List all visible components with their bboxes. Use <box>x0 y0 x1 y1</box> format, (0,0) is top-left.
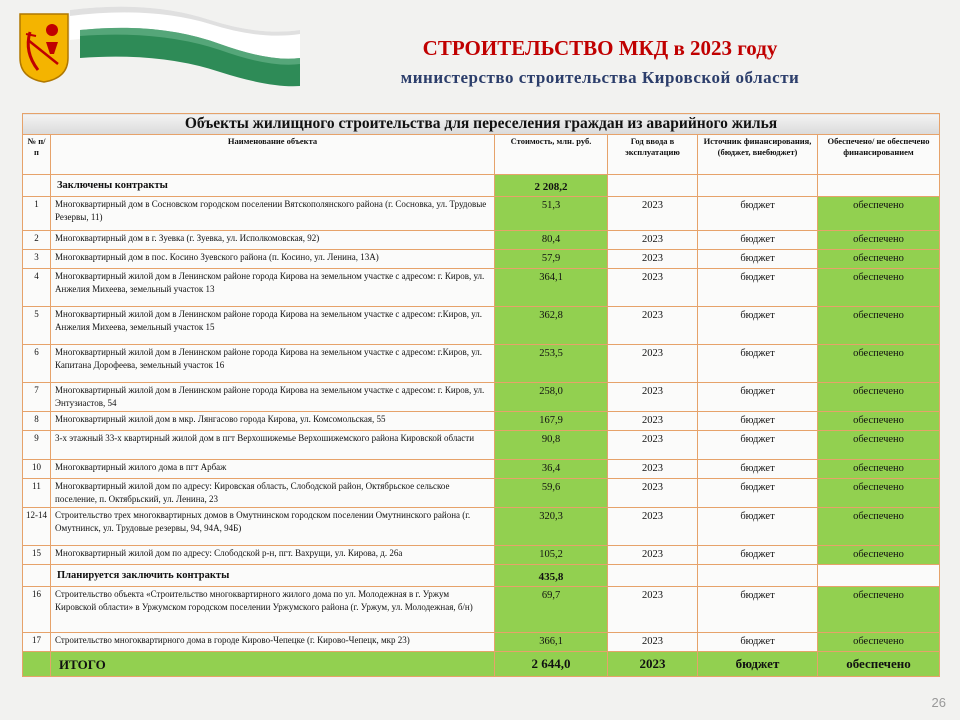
section-label: Заключены контракты <box>51 175 495 197</box>
coat-of-arms-icon <box>18 12 70 84</box>
section-num-cell <box>23 175 51 197</box>
commission-year: 2023 <box>608 431 698 460</box>
total-source: бюджет <box>698 652 818 677</box>
object-name: Многоквартирный жилой дом по адресу: Кировская область, Слободской район, Октябрьское сельское поселение, п. Октябрьский, ул. Ленина, 23 <box>51 479 495 508</box>
table-row <box>23 383 940 412</box>
object-cost: 258,0 <box>495 383 608 412</box>
row-number: 17 <box>23 633 51 652</box>
object-name: Многоквартирный жилой дом в Ленинском районе города Кирова на земельном участке с адресом: г. Киров, ул. Энтузиастов, 54 <box>51 383 495 412</box>
total-status: обеспечено <box>818 652 940 677</box>
table-caption: Объекты жилищного строительства для переселения граждан из аварийного жилья <box>23 114 940 135</box>
row-number: 16 <box>23 587 51 633</box>
row-number: 2 <box>23 231 51 250</box>
table-row <box>23 460 940 479</box>
col-header-name: Наименование объекта <box>51 135 495 175</box>
table-row <box>23 231 940 250</box>
funding-source: бюджет <box>698 587 818 633</box>
object-cost: 69,7 <box>495 587 608 633</box>
table-row <box>23 546 940 565</box>
table-row <box>23 345 940 383</box>
table-row <box>23 633 940 652</box>
funding-source: бюджет <box>698 633 818 652</box>
flag-ribbon-icon <box>70 0 300 90</box>
object-cost: 167,9 <box>495 412 608 431</box>
row-number: 11 <box>23 479 51 508</box>
commission-year: 2023 <box>608 633 698 652</box>
commission-year: 2023 <box>608 412 698 431</box>
object-name: Многоквартирный жилого дома в пгт Арбаж <box>51 460 495 479</box>
funding-status: обеспечено <box>818 231 940 250</box>
funding-source: бюджет <box>698 197 818 231</box>
object-name: Многоквартирный дом в Сосновском городском поселении Вятскополянского района (г. Сосновка, ул. Трудовые Резервы, 11) <box>51 197 495 231</box>
commission-year: 2023 <box>608 587 698 633</box>
col-header-source: Источник финансирования, (бюджет, внебюджет) <box>698 135 818 175</box>
funding-source: бюджет <box>698 269 818 307</box>
col-header-cost: Стоимость, млн. руб. <box>495 135 608 175</box>
row-number: 10 <box>23 460 51 479</box>
object-name: Многоквартирный жилой дом в мкр. Лянгасово города Кирова, ул. Комсомольская, 55 <box>51 412 495 431</box>
row-number: 5 <box>23 307 51 345</box>
commission-year: 2023 <box>608 197 698 231</box>
object-cost: 364,1 <box>495 269 608 307</box>
section-row <box>23 175 940 197</box>
section-source-cell <box>698 175 818 197</box>
row-number: 3 <box>23 250 51 269</box>
funding-source: бюджет <box>698 307 818 345</box>
table-row <box>23 250 940 269</box>
funding-status: обеспечено <box>818 250 940 269</box>
funding-status: обеспечено <box>818 307 940 345</box>
funding-status: обеспечено <box>818 587 940 633</box>
table-row <box>23 479 940 508</box>
funding-status: обеспечено <box>818 345 940 383</box>
col-header-status: Обеспечено/ не обеспечено финансированием <box>818 135 940 175</box>
row-number: 8 <box>23 412 51 431</box>
page-subtitle: министерство строительства Кировской области <box>400 68 800 87</box>
commission-year: 2023 <box>608 460 698 479</box>
table-row <box>23 431 940 460</box>
object-cost: 320,3 <box>495 508 608 546</box>
funding-status: обеспечено <box>818 269 940 307</box>
row-number: 4 <box>23 269 51 307</box>
section-label: Планируется заключить контракты <box>51 565 495 587</box>
commission-year: 2023 <box>608 546 698 565</box>
funding-source: бюджет <box>698 508 818 546</box>
funding-source: бюджет <box>698 383 818 412</box>
section-row <box>23 565 940 587</box>
total-year: 2023 <box>608 652 698 677</box>
total-row <box>23 652 940 677</box>
funding-source: бюджет <box>698 546 818 565</box>
total-cost: 2 644,0 <box>495 652 608 677</box>
funding-source: бюджет <box>698 412 818 431</box>
funding-status: обеспечено <box>818 412 940 431</box>
object-name: Строительство трех многоквартирных домов в Омутнинском городском поселении Омутнинского района (г. Омутнинск, ул. Трудовые резервы, 94, 94А, 94Б) <box>51 508 495 546</box>
row-number: 9 <box>23 431 51 460</box>
row-number: 6 <box>23 345 51 383</box>
object-cost: 90,8 <box>495 431 608 460</box>
funding-status: обеспечено <box>818 508 940 546</box>
object-cost: 80,4 <box>495 231 608 250</box>
objects-table-container <box>22 113 939 677</box>
table-row <box>23 197 940 231</box>
header-banner <box>0 0 960 110</box>
object-name: Строительство многоквартирного дома в городе Кирово-Чепецке (г. Кирово-Чепецк, мкр 23) <box>51 633 495 652</box>
col-header-year: Год ввода в эксплуатацию <box>608 135 698 175</box>
row-number: 15 <box>23 546 51 565</box>
page-number: 26 <box>931 695 946 710</box>
commission-year: 2023 <box>608 250 698 269</box>
object-name: Многоквартирный жилой дом по адресу: Слободской р-н, пгт. Вахрущи, ул. Кирова, д. 26а <box>51 546 495 565</box>
commission-year: 2023 <box>608 479 698 508</box>
object-cost: 57,9 <box>495 250 608 269</box>
funding-source: бюджет <box>698 460 818 479</box>
table-row <box>23 269 940 307</box>
commission-year: 2023 <box>608 508 698 546</box>
funding-source: бюджет <box>698 345 818 383</box>
section-year-cell <box>608 565 698 587</box>
commission-year: 2023 <box>608 269 698 307</box>
row-number: 7 <box>23 383 51 412</box>
funding-source: бюджет <box>698 250 818 269</box>
object-name: Многоквартирный дом в г. Зуевка (г. Зуевка, ул. Исполкомовская, 92) <box>51 231 495 250</box>
object-name: Многоквартирный жилой дом в Ленинском районе города Кирова на земельном участке с адресом: г.Киров, ул. Капитана Дорофеева, земельный участок 16 <box>51 345 495 383</box>
object-name: Многоквартирный жилой дом в Ленинском районе города Кирова на земельном участке с адресом: г. Киров, ул. Анжелия Михеева, земельный участок 13 <box>51 269 495 307</box>
funding-status: обеспечено <box>818 546 940 565</box>
section-year-cell <box>608 175 698 197</box>
commission-year: 2023 <box>608 383 698 412</box>
funding-status: обеспечено <box>818 460 940 479</box>
commission-year: 2023 <box>608 345 698 383</box>
object-cost: 362,8 <box>495 307 608 345</box>
object-cost: 51,3 <box>495 197 608 231</box>
total-label: ИТОГО <box>51 652 495 677</box>
table-caption-row <box>23 114 940 135</box>
object-cost: 36,4 <box>495 460 608 479</box>
section-status-cell <box>818 565 940 587</box>
objects-table <box>22 113 940 677</box>
funding-source: бюджет <box>698 431 818 460</box>
object-cost: 366,1 <box>495 633 608 652</box>
object-cost: 59,6 <box>495 479 608 508</box>
funding-source: бюджет <box>698 479 818 508</box>
section-status-cell <box>818 175 940 197</box>
object-cost: 105,2 <box>495 546 608 565</box>
commission-year: 2023 <box>608 307 698 345</box>
section-num-cell <box>23 565 51 587</box>
funding-status: обеспечено <box>818 479 940 508</box>
row-number: 12-14 <box>23 508 51 546</box>
section-total: 2 208,2 <box>495 175 608 197</box>
object-name: 3-х этажный 33-х квартирный жилой дом в пгт Верхошижемье Верхошижемского района Кировской области <box>51 431 495 460</box>
object-name: Многоквартирный жилой дом в Ленинском районе города Кирова на земельном участке с адресом: г.Киров, ул. Анжелия Михеева, земельный участок 15 <box>51 307 495 345</box>
row-number: 1 <box>23 197 51 231</box>
page-title: СТРОИТЕЛЬСТВО МКД в 2023 году <box>422 36 778 60</box>
funding-status: обеспечено <box>818 431 940 460</box>
object-cost: 253,5 <box>495 345 608 383</box>
funding-status: обеспечено <box>818 633 940 652</box>
funding-status: обеспечено <box>818 197 940 231</box>
table-header-row <box>23 135 940 175</box>
object-name: Многоквартирный дом в пос. Косино Зуевского района (п. Косино, ул. Ленина, 13А) <box>51 250 495 269</box>
table-row <box>23 307 940 345</box>
object-name: Строительство объекта «Строительство многоквартирного жилого дома по ул. Молодежная в г. Уржум Кировской области» в Уржумском городском поселении Уржумского района (г. Уржум, ул. Молодежная, б/н) <box>51 587 495 633</box>
total-num-cell <box>23 652 51 677</box>
section-source-cell <box>698 565 818 587</box>
section-total: 435,8 <box>495 565 608 587</box>
table-row <box>23 587 940 633</box>
table-row <box>23 412 940 431</box>
col-header-num: № п/п <box>23 135 51 175</box>
table-row <box>23 508 940 546</box>
funding-source: бюджет <box>698 231 818 250</box>
commission-year: 2023 <box>608 231 698 250</box>
funding-status: обеспечено <box>818 383 940 412</box>
